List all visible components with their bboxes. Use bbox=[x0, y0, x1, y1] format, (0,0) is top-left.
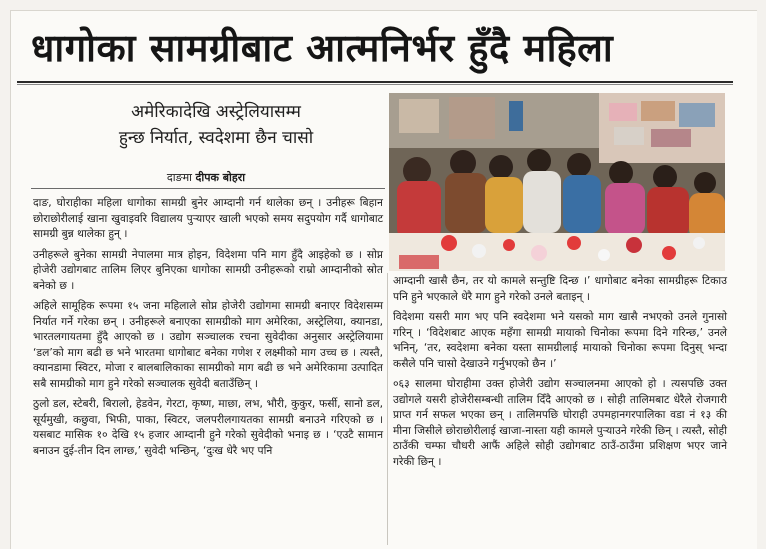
headline-rule-thin bbox=[17, 84, 733, 85]
subheadline bbox=[71, 99, 361, 151]
byline-rule bbox=[31, 188, 385, 189]
byline-location: दाङमा bbox=[166, 171, 193, 184]
article-photo bbox=[389, 93, 725, 271]
headline-rule bbox=[17, 81, 733, 83]
paragraph: आम्दानी खासै छैन, तर यो कामले सन्तुष्टि दिन्छ ।’ धागोबाट बनेका सामग्रीहरू टिकाउ पनि हुने भएकाले धेरै माग हुने गरेको उनले बताइन् । bbox=[393, 274, 727, 303]
paragraph: ०६३ सालमा घोराहीमा उक्त होजेरी उद्योग सञ्चालनमा आएको हो । त्यसपछि उक्त उद्योगले यसरी होजेरीसम्बन्धी तालिम दिँदै आएको छ । सोही तालिमबाट धेरैले रोजगारी प्राप्त गर्न सफल भएका छन् । तालिमपछि घोराही उपमहानगरपालिका वडा नं १३ की मीना जिसीले छोराछोरीलाई खाजा-नास्ता यही कामले पुऱ्याउने गरेकी छिन् । त्यस्तै, सोही ठाउँकी चम्फा चौधरी आफैं अहिले सोही उद्योगबाट ठाउँ-ठाउँमा प्रशिक्षण भएर जाने गरेकी छिन् । bbox=[393, 377, 727, 468]
subheadline-line-2: हुन्छ निर्यात, स्वदेशमा छैन चासो bbox=[118, 128, 314, 148]
newspaper-page bbox=[10, 10, 757, 549]
paragraph: ठुलो डल, स्टेबरी, बिरालो, हेडवेन, गेरटा, कृष्ण, माछा, लभ, भौरी, कुकुर, फर्सी, सानो डल, सूर्यमुखी, कछुवा, भिफी, पाका, स्विटर, जलपरीलगायतका सामग्री बनाउने गरिएको छ । यसबाट मासिक १० देखि १५ हजार आम्दानी हुने गरेको सुवेदीको भनाइ छ । ‘एउटै सामान बनाउन दुई-तीन दिन लाग्छ,’ सुवेदी भन्छिन्, ‘दुःख धेरै भए पनि bbox=[33, 397, 383, 457]
article-column-left bbox=[33, 195, 383, 463]
byline-author: दीपक बोहरा bbox=[195, 171, 246, 184]
paragraph: विदेशमा यसरी माग भए पनि स्वदेशमा भने यसको माग खासै नभएको उनले गुनासो गरिन् । ‘विदेशबाट आएक महँगा सामग्री मायाको चिनोका रूपमा दिने गरिन्छ,’ उनले भनिन्, ‘तर, स्वदेशमा बनेका यस्ता सामग्रीलाई मायाको चिनोका रूपमा दिनुस् भन्दा कसैले पनि चासो देखाउने गर्नुभएको छैन ।’ bbox=[393, 310, 727, 370]
subheadline-line-1: अमेरिकादेखि अस्ट्रेलियासम्म bbox=[131, 102, 301, 122]
article-column-right bbox=[393, 273, 727, 474]
column-divider bbox=[387, 273, 388, 545]
women-knitting-photo bbox=[389, 93, 725, 271]
headline: धागोका सामग्रीबाट आत्मनिर्भर हुँदै महिला bbox=[31, 25, 614, 70]
paragraph: उनीहरूले बुनेका सामग्री नेपालमा मात्र होइन, विदेशमा पनि माग हुँदै आइहेको छ । सोप्न होजेरी उद्योगबाट तालिम लिएर बुनिएका धागोका सामग्री उनीहरूको राम्रो आम्दानीको स्रोत बनेको छ । bbox=[33, 247, 383, 292]
paragraph: अहिले सामूहिक रूपमा १५ जना महिलाले सोप्न होजेरी उद्योगमा सामग्री बनाएर विदेशसम्म निर्यात गर्ने गरेका छन् । उनीहरूले बनाएका सामग्रीको माग अमेरिका, अस्ट्रेलिया, क्यानडा, भारतलगायतमा हुँदै आएको छ । उद्योग सञ्चालक रचना सुवेदीका अनुसार अस्ट्रेलियामा ‘डल’को माग बढी छ भने भारतमा धागोबाट बनेका गणेश र लक्ष्मीको माग उच्च छ । त्यस्तै, क्यानडामा स्विटर, मोजा र बालबालिकाका सामग्रीको माग बढी छ भने अमेरिकामा उत्पादित सबै सामग्रीको माग हुने गरेको सञ्चालक सुवेदी बताउँछिन् । bbox=[33, 299, 383, 390]
byline bbox=[141, 171, 271, 185]
paragraph: दाङ, घोराहीका महिला धागोका सामग्री बुनेर आम्दानी गर्न थालेका छन् । उनीहरू बिहान छोराछोरीलाई खाना खुवाइवरि विद्यालय पुऱ्याएर खाली भएको समय सदुपयोग गर्दै धागोबाट सामग्री बुन्न थालेका हुन् । bbox=[33, 196, 383, 240]
